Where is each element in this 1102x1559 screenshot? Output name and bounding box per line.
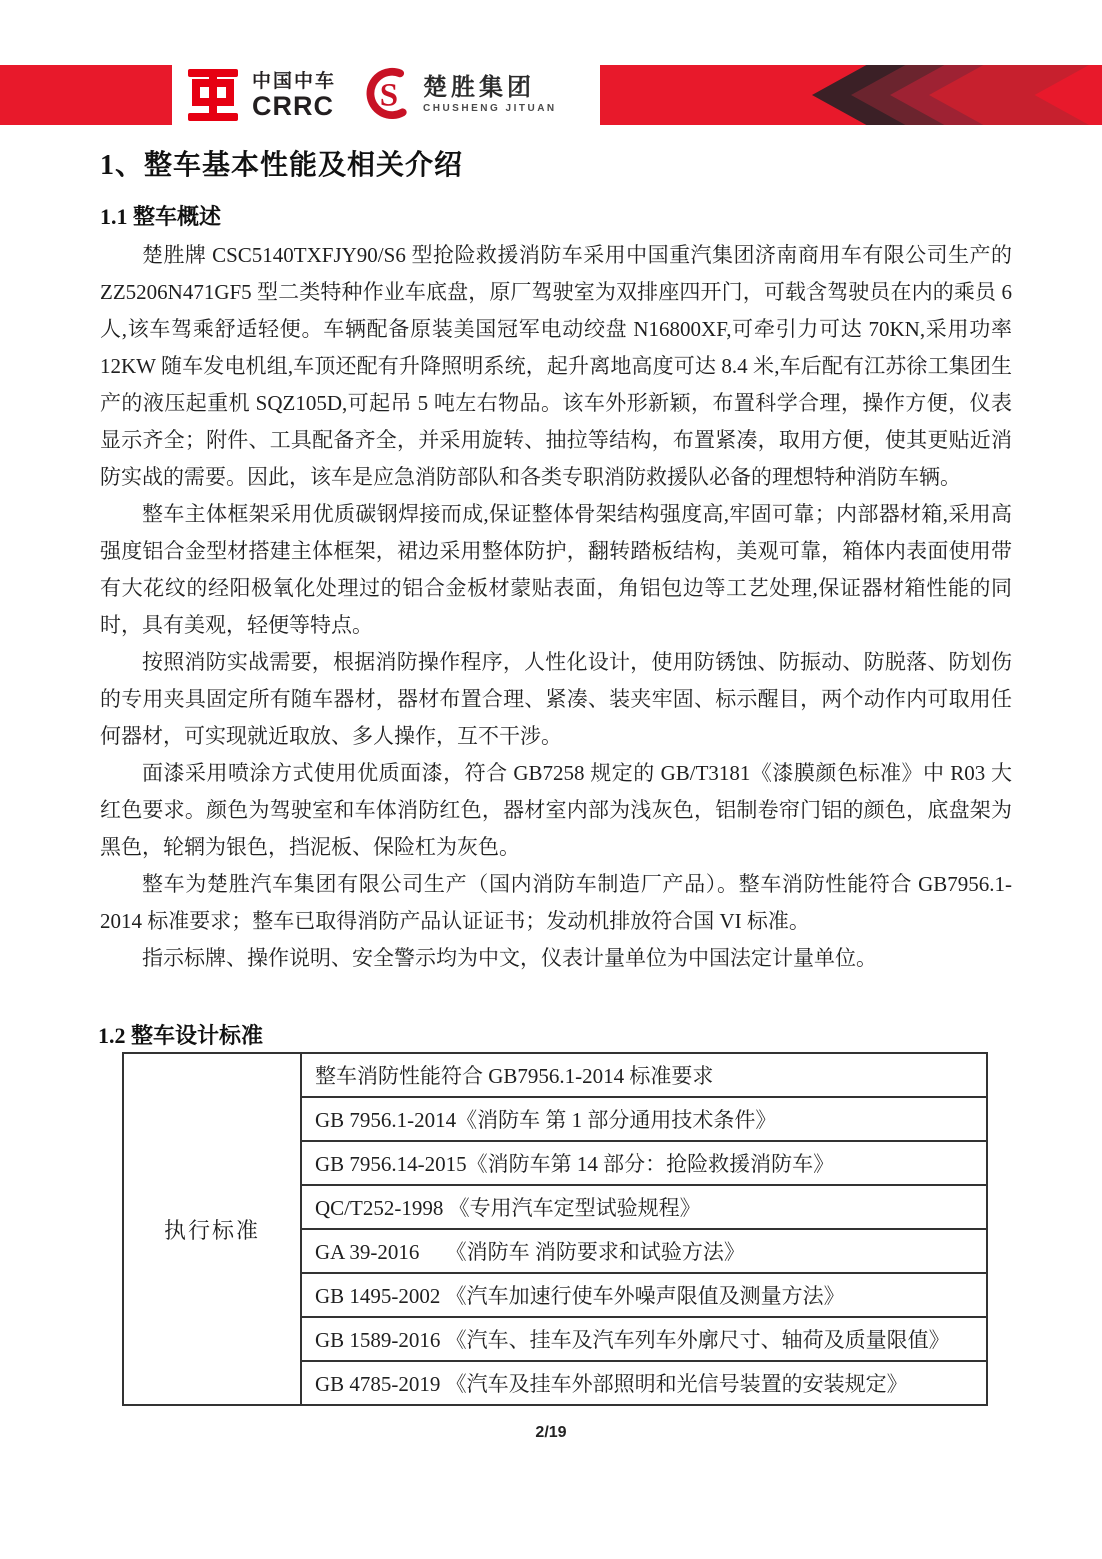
crrc-name-cn: 中国中车 <box>252 70 337 92</box>
paragraph: 整车主体框架采用优质碳钢焊接而成,保证整体骨架结构强度高,牢固可靠；内部器材箱,采用高强度铝合金型材搭建主体框架，裙边采用整体防护，翻转踏板结构，美观可靠，箱体内表面使用带有大花纹的经阳极氧化处理过的铝合金板材蒙贴表面，角铝包边等工艺处理,保证器材箱性能的同时，具有美观，轻便等特点。 <box>100 502 1012 637</box>
standard-cell: QC/T252-1998 《专用汽车定型试验规程》 <box>301 1185 987 1229</box>
paragraph: 按照消防实战需要，根据消防操作程序，人性化设计，使用防锈蚀、防振动、防脱落、防划伤的专用夹具固定所有随车器材，器材布置合理、紧凑、装夹牢固、标示醒目，两个动作内可取用任何器材，可实现就近取放、多人操作，互不干涉。 <box>100 650 1012 748</box>
paragraph: 指示标牌、操作说明、安全警示均为中文，仪表计量单位为中国法定计量单位。 <box>142 946 877 970</box>
standard-cell: GA 39-2016 《消防车 消防要求和试验方法》 <box>301 1229 987 1273</box>
chusheng-mark-icon <box>362 66 414 124</box>
chusheng-name-cn: 楚胜集团 <box>423 75 536 101</box>
paragraph: 楚胜牌 CSC5140TXFJY90/S6 型抢险救援消防车采用中国重汽集团济南商用车有限公司生产的 ZZ5206N471GF5 型二类特种作业车底盘，原厂驾驶室为双排座四开门，可载含驾驶员在内的乘员 6 人,该车驾乘舒适轻便。车辆配备原装美国冠军电动绞盘 N16800XF,可牵引力可达 70KN,采用功率 12KW 随车发电机组,车顶还配有升降照明系统，起升离地高度可达 8.4 米,车后配有江苏徐工集团生产的液压起重机 SQZ105D,可起吊 5 吨左右物品。该车外形新颖，布置科学合理，操作方便，仪表显示齐全；附件、工具配备齐全，并采用旋转、抽拉等结构，布置紧凑，取用方便，使其更贴近消防实战的需要。因此，该车是应急消防部队和各类专职消防救援队必备的理想特种消防车辆。 <box>100 243 1012 489</box>
paragraph: 整车为楚胜汽车集团有限公司生产（国内消防车制造厂产品）。整车消防性能符合 GB7956.1-2014 标准要求；整车已取得消防产品认证证书；发动机排放符合国 VI 标准。 <box>100 872 1012 933</box>
chusheng-name-en: CHUSHENG JITUAN <box>423 103 557 114</box>
header-red-band-left <box>0 65 172 125</box>
header-logo-zone <box>172 65 600 125</box>
crrc-name-en: CRRC <box>252 90 334 121</box>
standards-header-cell: 执行标准 <box>123 1053 301 1405</box>
crrc-mark-icon <box>184 69 242 121</box>
svg-text:S: S <box>379 77 399 114</box>
paragraph: 面漆采用喷涂方式使用优质面漆，符合 GB7258 规定的 GB/T3181《漆膜颜色标准》中 R03 大红色要求。颜色为驾驶室和车体消防红色，器材室内部为浅灰色，铝制卷帘门铝的颜色，底盘架为黑色，轮辋为银色，挡泥板、保险杠为灰色。 <box>100 761 1012 859</box>
standard-cell: GB 1495-2002 《汽车加速行使车外噪声限值及测量方法》 <box>301 1273 987 1317</box>
page-number: 2/19 <box>535 1424 567 1441</box>
page-title: 1、整车基本性能及相关介绍 <box>100 150 464 181</box>
standard-cell: 整车消防性能符合 GB7956.1-2014 标准要求 <box>301 1053 987 1097</box>
header-red-band-right <box>600 65 1102 125</box>
section-1-2-heading: 1.2 整车设计标准 <box>98 1023 264 1048</box>
standard-cell: GB 7956.1-2014《消防车 第 1 部分通用技术条件》 <box>301 1097 987 1141</box>
table-row <box>123 1053 987 1097</box>
standard-cell: GB 1589-2016 《汽车、挂车及汽车列车外廓尺寸、轴荷及质量限值》 <box>301 1317 987 1361</box>
chusheng-logo <box>362 66 557 124</box>
standard-cell: GB 4785-2019 《汽车及挂车外部照明和光信号装置的安装规定》 <box>301 1361 987 1405</box>
section-1-1-body <box>100 237 1012 977</box>
standard-cell: GB 7956.14-2015《消防车第 14 部分：抢险救援消防车》 <box>301 1141 987 1185</box>
standards-table <box>122 1052 988 1406</box>
crrc-logo <box>184 69 336 121</box>
section-1-1-heading: 1.1 整车概述 <box>100 204 222 229</box>
